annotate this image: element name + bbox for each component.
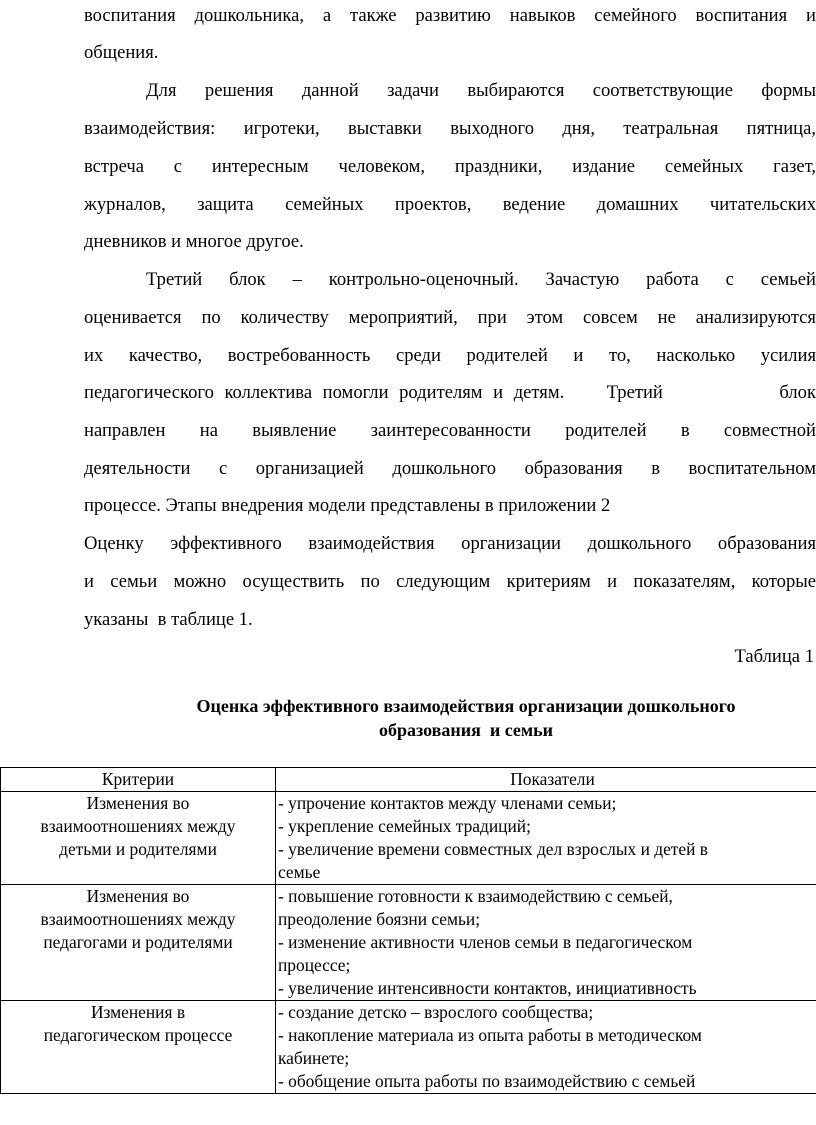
table-row: [1, 1001, 816, 1094]
body-line: и семьи можно осуществить по следующим критериям и показателям, которые: [84, 571, 816, 592]
indicator-line: процессе;: [278, 955, 351, 975]
body-line: указаны в таблице 1.: [84, 609, 253, 630]
table-title-line-1: Оценка эффективного взаимодействия организации дошкольного: [196, 696, 736, 716]
body-line: деятельности с организацией дошкольного образования в воспитательном: [84, 458, 816, 479]
body-line: встреча с интересным человеком, праздники, издание семейных газет,: [84, 156, 816, 177]
indicator-line: - увеличение времени совместных дел взрослых и детей в: [278, 839, 708, 859]
body-line: взаимодействия: игротеки, выставки выходного дня, театральная пятница,: [84, 118, 816, 139]
indicator-line: - создание детско – взрослого сообщества;: [278, 1002, 594, 1022]
table-row: [1, 885, 816, 1001]
indicator-line: семье: [278, 862, 321, 882]
indicator-line: преодоление боязни семьи;: [278, 909, 481, 929]
table-title-line-2: образования и семьи: [378, 720, 554, 740]
criterion-cell: [1, 792, 276, 885]
column-header-indicators: Показатели: [276, 768, 816, 792]
body-line: оценивается по количеству мероприятий, при этом совсем не анализируются: [84, 307, 816, 328]
body-line: воспитания дошкольника, а также развитию навыков семейного воспитания и: [84, 5, 816, 26]
indicator-line: - изменение активности членов семьи в педагогическом: [278, 932, 693, 952]
body-line: Третий блок – контрольно-оценочный. Зачастую работа с семьей: [146, 269, 816, 290]
criterion-line: взаимоотношениях между: [40, 816, 236, 836]
column-header-criteria: Критерии: [1, 768, 276, 792]
criteria-table: [0, 767, 816, 1094]
criterion-line: взаимоотношениях между: [40, 909, 236, 929]
indicator-line: - увеличение интенсивности контактов, инициативность: [278, 978, 697, 998]
indicators-cell: [276, 1001, 816, 1094]
criterion-line: детьми и родителями: [59, 839, 217, 859]
criterion-line: Изменения во: [86, 793, 190, 813]
indicator-line: - повышение готовности к взаимодействию с семьей,: [278, 886, 673, 906]
body-line: процессе. Этапы внедрения модели представлены в приложении 2: [84, 495, 611, 516]
body-line: Оценку эффективного взаимодействия организации дошкольного образования: [84, 533, 816, 554]
criterion-cell: [1, 885, 276, 1001]
indicators-cell: [276, 792, 816, 885]
body-line: Для решения данной задачи выбираются соответствующие формы: [146, 80, 816, 101]
body-line: общения.: [84, 42, 159, 63]
indicator-line: кабинете;: [278, 1048, 350, 1068]
criterion-line: педагогическом процессе: [43, 1025, 233, 1045]
body-line: педагогического коллектива помогли родителям и детям. Третий блок: [84, 382, 816, 403]
table-label: Таблица 1: [734, 646, 814, 667]
body-line: дневников и многое другое.: [84, 231, 304, 252]
body-line: направлен на выявление заинтересованности родителей в совместной: [84, 420, 816, 441]
criterion-line: педагогами и родителями: [43, 932, 233, 952]
indicators-cell: [276, 885, 816, 1001]
criterion-cell: [1, 1001, 276, 1094]
criterion-line: Изменения во: [86, 886, 190, 906]
table-row: [1, 792, 816, 885]
indicator-line: - накопление материала из опыта работы в методическом: [278, 1025, 702, 1045]
indicator-line: - обобщение опыта работы по взаимодействию с семьей: [278, 1071, 696, 1091]
body-line: журналов, защита семейных проектов, ведение домашних читательских: [84, 194, 816, 215]
body-line: их качество, востребованность среди родителей и то, насколько усилия: [84, 345, 816, 366]
criterion-line: Изменения в: [90, 1002, 186, 1022]
table-header-row: [1, 768, 816, 792]
indicator-line: - упрочение контактов между членами семьи;: [278, 793, 617, 813]
indicator-line: - укрепление семейных традиций;: [278, 816, 531, 836]
